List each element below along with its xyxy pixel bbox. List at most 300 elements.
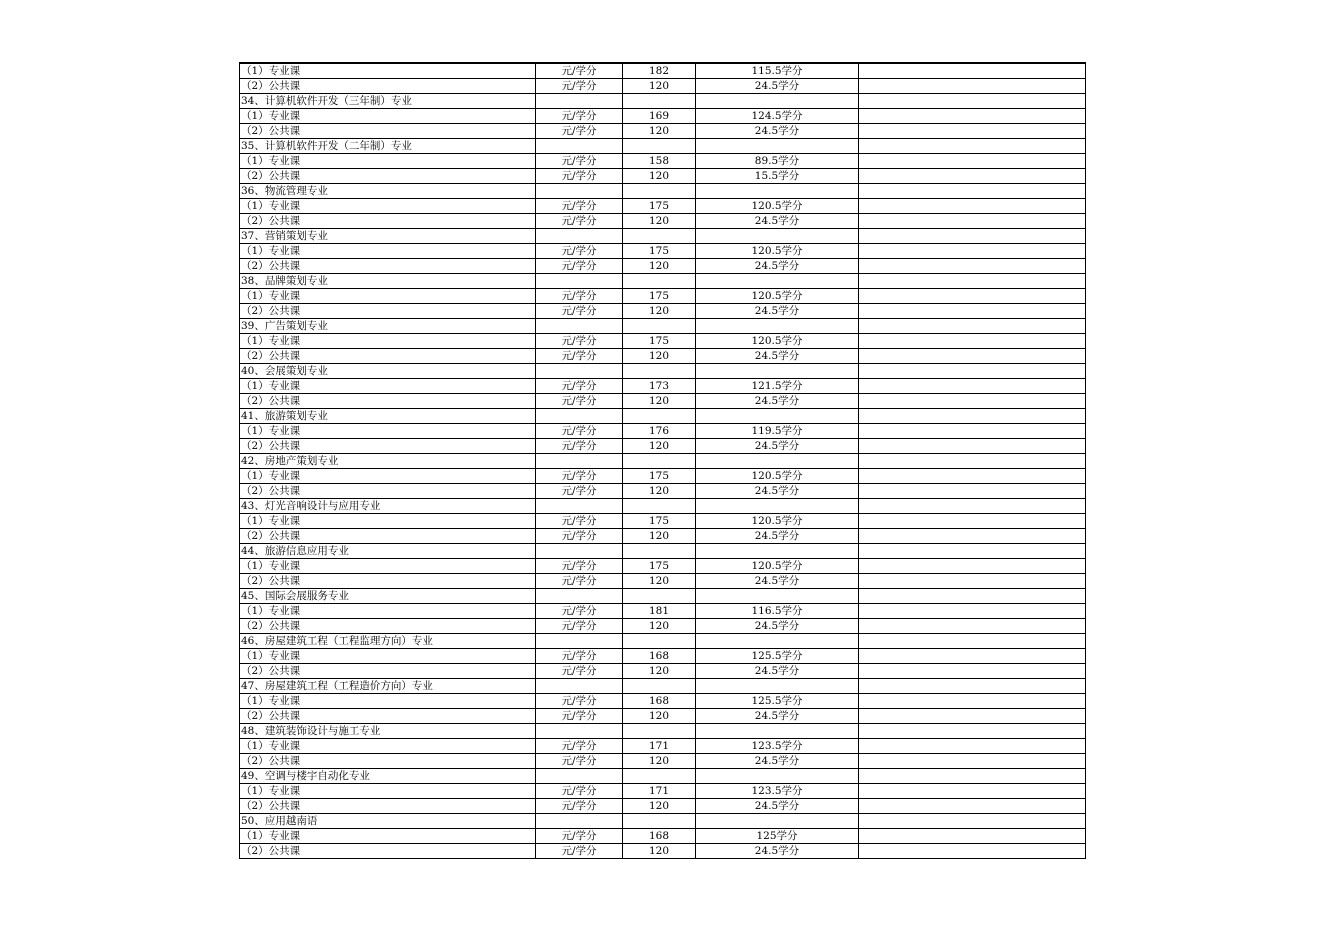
price-cell — [623, 499, 696, 514]
note-cell — [859, 634, 1086, 649]
price-cell: 120 — [623, 799, 696, 814]
note-cell — [859, 184, 1086, 199]
major-cell: （2）公共课 — [240, 754, 536, 769]
table-row — [240, 784, 1086, 799]
note-cell — [859, 739, 1086, 754]
major-cell: （1）专业课 — [240, 514, 536, 529]
unit-cell — [536, 769, 623, 784]
price-cell: 168 — [623, 649, 696, 664]
unit-cell: 元/学分 — [536, 514, 623, 529]
major-header-row — [240, 274, 1086, 289]
unit-cell: 元/学分 — [536, 79, 623, 94]
price-cell: 175 — [623, 289, 696, 304]
major-cell: （1）专业课 — [240, 334, 536, 349]
price-cell: 171 — [623, 739, 696, 754]
price-cell — [623, 544, 696, 559]
major-cell: 48、建筑装饰设计与施工专业 — [240, 724, 536, 739]
unit-cell: 元/学分 — [536, 334, 623, 349]
price-cell: 120 — [623, 709, 696, 724]
credits-cell: 24.5学分 — [696, 214, 859, 229]
unit-cell: 元/学分 — [536, 844, 623, 859]
unit-cell: 元/学分 — [536, 739, 623, 754]
note-cell — [859, 109, 1086, 124]
note-cell — [859, 364, 1086, 379]
major-cell: （1）专业课 — [240, 559, 536, 574]
unit-cell: 元/学分 — [536, 304, 623, 319]
unit-cell — [536, 544, 623, 559]
unit-cell — [536, 319, 623, 334]
major-header-row — [240, 724, 1086, 739]
unit-cell: 元/学分 — [536, 799, 623, 814]
table-row — [240, 514, 1086, 529]
credits-cell: 123.5学分 — [696, 739, 859, 754]
note-cell — [859, 574, 1086, 589]
credits-cell: 120.5学分 — [696, 334, 859, 349]
major-cell: （1）专业课 — [240, 289, 536, 304]
credits-cell: 24.5学分 — [696, 529, 859, 544]
major-cell: （2）公共课 — [240, 529, 536, 544]
table-row — [240, 844, 1086, 859]
price-cell — [623, 814, 696, 829]
note-cell — [859, 334, 1086, 349]
credits-cell — [696, 634, 859, 649]
major-cell: （2）公共课 — [240, 619, 536, 634]
table-row — [240, 484, 1086, 499]
credits-cell: 120.5学分 — [696, 469, 859, 484]
price-cell — [623, 319, 696, 334]
credits-cell — [696, 184, 859, 199]
unit-cell: 元/学分 — [536, 214, 623, 229]
major-cell: （1）专业课 — [240, 739, 536, 754]
credits-cell: 24.5学分 — [696, 709, 859, 724]
price-cell — [623, 724, 696, 739]
note-cell — [859, 784, 1086, 799]
note-cell — [859, 709, 1086, 724]
credits-cell — [696, 724, 859, 739]
table-row — [240, 79, 1086, 94]
major-cell: 50、应用越南语 — [240, 814, 536, 829]
unit-cell — [536, 814, 623, 829]
price-cell — [623, 94, 696, 109]
price-cell — [623, 274, 696, 289]
credits-cell: 24.5学分 — [696, 439, 859, 454]
major-cell: （1）专业课 — [240, 604, 536, 619]
credits-cell: 24.5学分 — [696, 844, 859, 859]
note-cell — [859, 63, 1086, 79]
price-cell: 173 — [623, 379, 696, 394]
note-cell — [859, 304, 1086, 319]
credits-cell: 24.5学分 — [696, 619, 859, 634]
major-cell: （1）专业课 — [240, 694, 536, 709]
note-cell — [859, 694, 1086, 709]
unit-cell — [536, 274, 623, 289]
credits-cell — [696, 769, 859, 784]
major-cell: （2）公共课 — [240, 304, 536, 319]
unit-cell — [536, 229, 623, 244]
note-cell — [859, 319, 1086, 334]
credits-cell — [696, 139, 859, 154]
unit-cell — [536, 724, 623, 739]
price-cell — [623, 679, 696, 694]
price-cell: 171 — [623, 784, 696, 799]
major-cell: 45、国际会展服务专业 — [240, 589, 536, 604]
price-cell — [623, 229, 696, 244]
unit-cell — [536, 409, 623, 424]
note-cell — [859, 229, 1086, 244]
note-cell — [859, 424, 1086, 439]
price-cell: 168 — [623, 829, 696, 844]
credits-cell: 24.5学分 — [696, 349, 859, 364]
major-cell: （2）公共课 — [240, 484, 536, 499]
credits-cell: 24.5学分 — [696, 664, 859, 679]
major-cell: 44、旅游信息应用专业 — [240, 544, 536, 559]
major-cell: 49、空调与楼宇自动化专业 — [240, 769, 536, 784]
note-cell — [859, 79, 1086, 94]
major-header-row — [240, 94, 1086, 109]
price-cell — [623, 589, 696, 604]
price-cell: 175 — [623, 199, 696, 214]
table-row — [240, 649, 1086, 664]
credits-cell: 124.5学分 — [696, 109, 859, 124]
major-cell: （2）公共课 — [240, 349, 536, 364]
unit-cell: 元/学分 — [536, 829, 623, 844]
unit-cell: 元/学分 — [536, 784, 623, 799]
fee-table — [239, 62, 1086, 859]
price-cell: 120 — [623, 484, 696, 499]
note-cell — [859, 274, 1086, 289]
unit-cell: 元/学分 — [536, 619, 623, 634]
note-cell — [859, 379, 1086, 394]
price-cell: 120 — [623, 844, 696, 859]
unit-cell — [536, 454, 623, 469]
credits-cell: 120.5学分 — [696, 559, 859, 574]
credits-cell: 24.5学分 — [696, 79, 859, 94]
table-row — [240, 574, 1086, 589]
unit-cell: 元/学分 — [536, 424, 623, 439]
credits-cell — [696, 274, 859, 289]
price-cell: 175 — [623, 244, 696, 259]
price-cell — [623, 139, 696, 154]
table-row — [240, 664, 1086, 679]
major-header-row — [240, 184, 1086, 199]
note-cell — [859, 169, 1086, 184]
major-header-row — [240, 499, 1086, 514]
note-cell — [859, 289, 1086, 304]
major-cell: （1）专业课 — [240, 829, 536, 844]
table-row — [240, 469, 1086, 484]
major-cell: （1）专业课 — [240, 109, 536, 124]
major-cell: （2）公共课 — [240, 394, 536, 409]
note-cell — [859, 724, 1086, 739]
major-header-row — [240, 139, 1086, 154]
table-row — [240, 349, 1086, 364]
unit-cell: 元/学分 — [536, 289, 623, 304]
price-cell: 120 — [623, 529, 696, 544]
unit-cell: 元/学分 — [536, 559, 623, 574]
note-cell — [859, 349, 1086, 364]
table-row — [240, 619, 1086, 634]
unit-cell: 元/学分 — [536, 169, 623, 184]
note-cell — [859, 469, 1086, 484]
table-row — [240, 709, 1086, 724]
unit-cell: 元/学分 — [536, 439, 623, 454]
unit-cell: 元/学分 — [536, 754, 623, 769]
unit-cell: 元/学分 — [536, 349, 623, 364]
credits-cell — [696, 814, 859, 829]
credits-cell — [696, 94, 859, 109]
note-cell — [859, 439, 1086, 454]
price-cell: 120 — [623, 169, 696, 184]
major-cell: 37、营销策划专业 — [240, 229, 536, 244]
price-cell: 120 — [623, 79, 696, 94]
major-cell: 36、物流管理专业 — [240, 184, 536, 199]
price-cell: 120 — [623, 304, 696, 319]
table-row — [240, 124, 1086, 139]
credits-cell: 115.5学分 — [696, 63, 859, 79]
unit-cell: 元/学分 — [536, 394, 623, 409]
note-cell — [859, 529, 1086, 544]
note-cell — [859, 409, 1086, 424]
major-cell: （1）专业课 — [240, 379, 536, 394]
credits-cell: 119.5学分 — [696, 424, 859, 439]
note-cell — [859, 679, 1086, 694]
credits-cell: 116.5学分 — [696, 604, 859, 619]
note-cell — [859, 664, 1086, 679]
table-row — [240, 394, 1086, 409]
table-row — [240, 694, 1086, 709]
major-header-row — [240, 319, 1086, 334]
note-cell — [859, 124, 1086, 139]
table-row — [240, 63, 1086, 79]
note-cell — [859, 844, 1086, 859]
table-row — [240, 604, 1086, 619]
major-cell: （1）专业课 — [240, 199, 536, 214]
major-cell: （2）公共课 — [240, 574, 536, 589]
note-cell — [859, 754, 1086, 769]
major-cell: （1）专业课 — [240, 784, 536, 799]
price-cell: 120 — [623, 259, 696, 274]
credits-cell — [696, 364, 859, 379]
note-cell — [859, 244, 1086, 259]
major-header-row — [240, 544, 1086, 559]
note-cell — [859, 589, 1086, 604]
note-cell — [859, 814, 1086, 829]
note-cell — [859, 829, 1086, 844]
major-cell: （2）公共课 — [240, 169, 536, 184]
major-cell: （1）专业课 — [240, 469, 536, 484]
credits-cell: 120.5学分 — [696, 244, 859, 259]
credits-cell: 123.5学分 — [696, 784, 859, 799]
major-cell: （1）专业课 — [240, 244, 536, 259]
major-cell: 41、旅游策划专业 — [240, 409, 536, 424]
major-cell: （1）专业课 — [240, 424, 536, 439]
major-cell: 38、品牌策划专业 — [240, 274, 536, 289]
table-row — [240, 829, 1086, 844]
major-cell: （2）公共课 — [240, 439, 536, 454]
credits-cell: 24.5学分 — [696, 124, 859, 139]
major-header-row — [240, 634, 1086, 649]
price-cell: 158 — [623, 154, 696, 169]
credits-cell: 89.5学分 — [696, 154, 859, 169]
unit-cell: 元/学分 — [536, 109, 623, 124]
note-cell — [859, 94, 1086, 109]
unit-cell: 元/学分 — [536, 259, 623, 274]
credits-cell — [696, 589, 859, 604]
price-cell — [623, 364, 696, 379]
credits-cell: 125.5学分 — [696, 649, 859, 664]
table-row — [240, 559, 1086, 574]
table-row — [240, 754, 1086, 769]
major-cell: 42、房地产策划专业 — [240, 454, 536, 469]
table-row — [240, 154, 1086, 169]
unit-cell — [536, 634, 623, 649]
price-cell: 175 — [623, 514, 696, 529]
unit-cell: 元/学分 — [536, 604, 623, 619]
major-cell: 40、会展策划专业 — [240, 364, 536, 379]
unit-cell: 元/学分 — [536, 124, 623, 139]
major-header-row — [240, 409, 1086, 424]
table-row — [240, 304, 1086, 319]
price-cell — [623, 409, 696, 424]
major-cell: 43、灯光音响设计与应用专业 — [240, 499, 536, 514]
price-cell: 120 — [623, 394, 696, 409]
unit-cell: 元/学分 — [536, 529, 623, 544]
table-row — [240, 799, 1086, 814]
note-cell — [859, 769, 1086, 784]
table-row — [240, 289, 1086, 304]
major-header-row — [240, 364, 1086, 379]
major-header-row — [240, 589, 1086, 604]
credits-cell — [696, 319, 859, 334]
major-cell: 47、房屋建筑工程（工程造价方向）专业 — [240, 679, 536, 694]
price-cell: 120 — [623, 439, 696, 454]
unit-cell: 元/学分 — [536, 574, 623, 589]
major-cell: （1）专业课 — [240, 63, 536, 79]
major-cell: 46、房屋建筑工程（工程监理方向）专业 — [240, 634, 536, 649]
credits-cell — [696, 679, 859, 694]
note-cell — [859, 259, 1086, 274]
major-header-row — [240, 229, 1086, 244]
credits-cell: 120.5学分 — [696, 199, 859, 214]
major-cell: （2）公共课 — [240, 664, 536, 679]
price-cell: 176 — [623, 424, 696, 439]
unit-cell — [536, 94, 623, 109]
note-cell — [859, 604, 1086, 619]
credits-cell: 24.5学分 — [696, 799, 859, 814]
table-row — [240, 424, 1086, 439]
major-cell: （1）专业课 — [240, 154, 536, 169]
unit-cell — [536, 364, 623, 379]
table-row — [240, 334, 1086, 349]
unit-cell: 元/学分 — [536, 63, 623, 79]
price-cell: 168 — [623, 694, 696, 709]
credits-cell — [696, 499, 859, 514]
note-cell — [859, 499, 1086, 514]
unit-cell — [536, 184, 623, 199]
fee-table-body — [240, 63, 1086, 859]
table-row — [240, 169, 1086, 184]
note-cell — [859, 139, 1086, 154]
table-row — [240, 244, 1086, 259]
major-cell: 34、计算机软件开发（三年制）专业 — [240, 94, 536, 109]
major-header-row — [240, 454, 1086, 469]
price-cell: 175 — [623, 469, 696, 484]
credits-cell: 125.5学分 — [696, 694, 859, 709]
note-cell — [859, 454, 1086, 469]
major-cell: （2）公共课 — [240, 79, 536, 94]
price-cell: 169 — [623, 109, 696, 124]
unit-cell: 元/学分 — [536, 379, 623, 394]
price-cell: 120 — [623, 574, 696, 589]
price-cell — [623, 454, 696, 469]
credits-cell — [696, 454, 859, 469]
price-cell: 120 — [623, 349, 696, 364]
price-cell: 120 — [623, 664, 696, 679]
note-cell — [859, 394, 1086, 409]
note-cell — [859, 199, 1086, 214]
table-row — [240, 529, 1086, 544]
major-cell: （2）公共课 — [240, 709, 536, 724]
unit-cell — [536, 589, 623, 604]
major-header-row — [240, 814, 1086, 829]
credits-cell — [696, 544, 859, 559]
major-header-row — [240, 679, 1086, 694]
price-cell: 175 — [623, 559, 696, 574]
credits-cell — [696, 229, 859, 244]
table-row — [240, 439, 1086, 454]
major-header-row — [240, 769, 1086, 784]
price-cell — [623, 184, 696, 199]
credits-cell: 120.5学分 — [696, 514, 859, 529]
credits-cell — [696, 409, 859, 424]
major-cell: 35、计算机软件开发（二年制）专业 — [240, 139, 536, 154]
note-cell — [859, 799, 1086, 814]
credits-cell: 120.5学分 — [696, 289, 859, 304]
major-cell: （2）公共课 — [240, 844, 536, 859]
major-cell: （1）专业课 — [240, 649, 536, 664]
table-row — [240, 214, 1086, 229]
note-cell — [859, 619, 1086, 634]
major-cell: （2）公共课 — [240, 259, 536, 274]
unit-cell: 元/学分 — [536, 154, 623, 169]
price-cell — [623, 634, 696, 649]
unit-cell — [536, 139, 623, 154]
price-cell: 120 — [623, 124, 696, 139]
credits-cell: 24.5学分 — [696, 304, 859, 319]
table-row — [240, 259, 1086, 274]
unit-cell — [536, 679, 623, 694]
table-row — [240, 109, 1086, 124]
price-cell: 182 — [623, 63, 696, 79]
unit-cell: 元/学分 — [536, 694, 623, 709]
unit-cell — [536, 499, 623, 514]
unit-cell: 元/学分 — [536, 244, 623, 259]
unit-cell: 元/学分 — [536, 649, 623, 664]
credits-cell: 15.5学分 — [696, 169, 859, 184]
price-cell: 175 — [623, 334, 696, 349]
unit-cell: 元/学分 — [536, 469, 623, 484]
credits-cell: 24.5学分 — [696, 259, 859, 274]
unit-cell: 元/学分 — [536, 709, 623, 724]
credits-cell: 24.5学分 — [696, 574, 859, 589]
price-cell: 120 — [623, 619, 696, 634]
credits-cell: 24.5学分 — [696, 394, 859, 409]
major-cell: 39、广告策划专业 — [240, 319, 536, 334]
price-cell: 181 — [623, 604, 696, 619]
unit-cell: 元/学分 — [536, 484, 623, 499]
price-cell: 120 — [623, 214, 696, 229]
price-cell: 120 — [623, 754, 696, 769]
